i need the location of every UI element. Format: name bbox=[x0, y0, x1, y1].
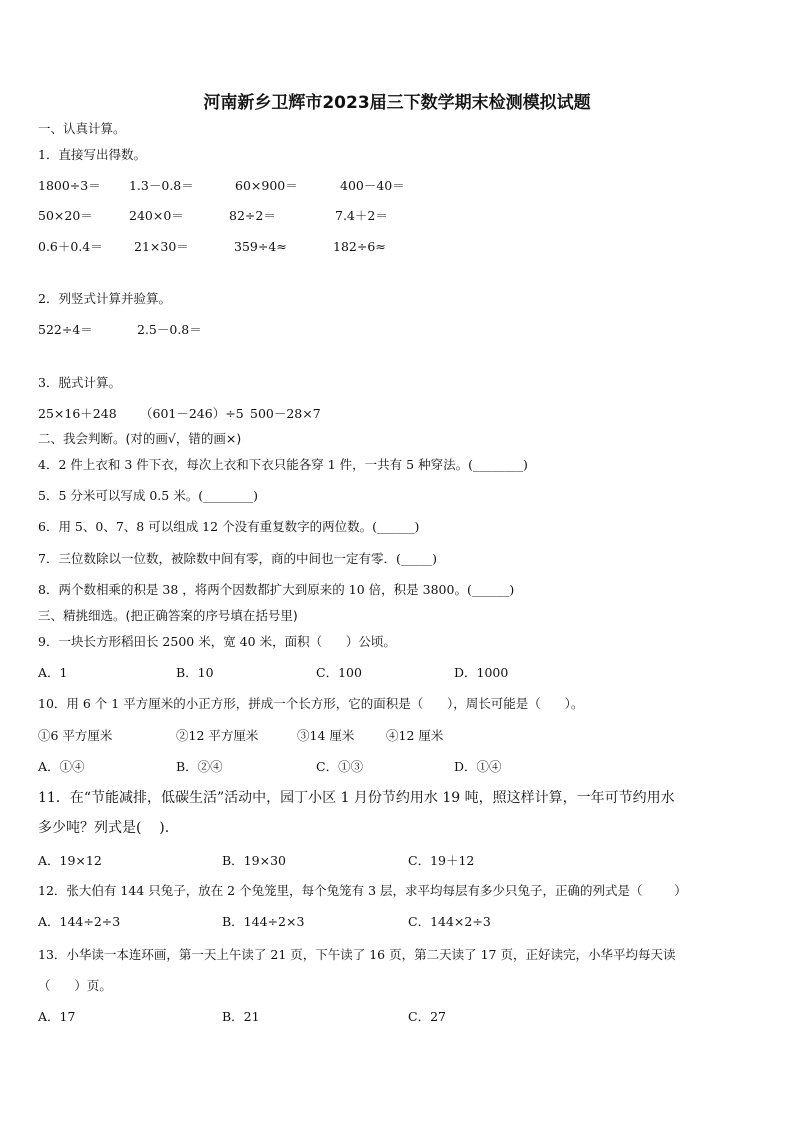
q1-cell: 7.4＋2＝ bbox=[335, 208, 388, 223]
q1-cell: 60×900＝ bbox=[235, 178, 298, 193]
q1-cell: 21×30＝ bbox=[134, 239, 189, 254]
q10-item: ④12 厘米 bbox=[386, 728, 444, 743]
question-9: 9．一块长方形稻田长 2500 米，宽 40 米，面积（ ）公顷。 bbox=[38, 634, 396, 649]
q10-option-c: C．①③ bbox=[316, 759, 364, 774]
question-5: 5．5 分米可以写成 0.5 米。(________) bbox=[38, 488, 258, 503]
page-title: 河南新乡卫辉市2023届三下数学期末检测模拟试题 bbox=[203, 93, 591, 113]
question-13-line-2: （ ）页。 bbox=[38, 978, 112, 993]
q1-cell: 400－40＝ bbox=[340, 178, 405, 193]
q10-item: ③14 厘米 bbox=[297, 728, 355, 743]
question-6: 6．用 5、0、7、8 可以组成 12 个没有重复数字的两位数。(______) bbox=[38, 519, 420, 534]
q9-option-a: A．1 bbox=[38, 665, 68, 680]
q10-option-a: A．①④ bbox=[38, 759, 85, 774]
q13-option-a: A．17 bbox=[38, 1009, 76, 1024]
q11-option-a: A．19×12 bbox=[38, 853, 102, 868]
question-10: 10．用 6 个 1 平方厘米的小正方形，拼成一个长方形，它的面积是（ ），周长可能是（ ）。 bbox=[38, 696, 584, 711]
q10-option-d: D．①④ bbox=[454, 759, 502, 774]
q3-item: 25×16＋248 bbox=[38, 406, 117, 421]
q2-item: 522÷4＝ bbox=[38, 322, 93, 337]
question-2: 2．列竖式计算并验算。 bbox=[38, 291, 171, 306]
question-1: 1．直接写出得数。 bbox=[38, 147, 146, 162]
q1-cell: 1.3－0.8＝ bbox=[129, 178, 194, 193]
section-1-heading: 一、认真计算。 bbox=[38, 121, 126, 136]
q1-cell: 0.6＋0.4＝ bbox=[38, 239, 103, 254]
q1-cell: 50×20＝ bbox=[38, 208, 93, 223]
q13-option-c: C．27 bbox=[408, 1009, 446, 1024]
q9-option-b: B．10 bbox=[176, 665, 214, 680]
question-12: 12．张大伯有 144 只兔子，放在 2 个兔笼里，每个兔笼有 3 层，求平均每层有多少只兔子，正确的列式是（ ） bbox=[38, 883, 687, 898]
q13-option-b: B．21 bbox=[222, 1009, 260, 1024]
q9-option-d: D．1000 bbox=[454, 665, 509, 680]
q12-option-a: A．144÷2÷3 bbox=[38, 914, 121, 929]
q3-item: 500－28×7 bbox=[250, 406, 321, 421]
q12-option-b: B．144÷2×3 bbox=[222, 914, 305, 929]
q9-option-c: C．100 bbox=[316, 665, 362, 680]
q11-option-c: C．19＋12 bbox=[408, 853, 475, 868]
q1-cell: 359÷4≈ bbox=[234, 239, 287, 254]
question-8: 8．两个数相乘的积是 38 ，将两个因数都扩大到原来的 10 倍，积是 3800。(______) bbox=[38, 582, 515, 597]
q1-cell: 82÷2＝ bbox=[229, 208, 276, 223]
question-7: 7．三位数除以一位数，被除数中间有零，商的中间也一定有零．(_____) bbox=[38, 551, 437, 566]
section-2-heading: 二、我会判断。(对的画√，错的画×) bbox=[38, 431, 242, 446]
question-4: 4．2 件上衣和 3 件下衣，每次上衣和下衣只能各穿 1 件，一共有 5 种穿法。(________) bbox=[38, 457, 528, 472]
q10-option-b: B．②④ bbox=[176, 759, 223, 774]
question-3: 3．脱式计算。 bbox=[38, 375, 121, 390]
q3-item: （601－246）÷5 bbox=[140, 406, 244, 421]
q11-option-b: B．19×30 bbox=[222, 853, 286, 868]
section-3-heading: 三、精挑细选。(把正确答案的序号填在括号里) bbox=[38, 608, 298, 623]
question-11-line-1: 11．在“节能减排，低碳生活”活动中，园丁小区 1 月份节约用水 19 吨，照这样计算，一年可节约用水 bbox=[38, 790, 675, 806]
q10-item: ①6 平方厘米 bbox=[38, 728, 113, 743]
q2-item: 2.5－0.8＝ bbox=[137, 322, 202, 337]
q1-cell: 182÷6≈ bbox=[333, 239, 386, 254]
q12-option-c: C．144×2÷3 bbox=[408, 914, 491, 929]
question-13-line-1: 13．小华读一本连环画，第一天上午读了 21 页，下午读了 16 页，第二天读了 17 页，正好读完，小华平均每天读 bbox=[38, 947, 676, 962]
q1-cell: 240×0＝ bbox=[129, 208, 184, 223]
q1-cell: 1800÷3＝ bbox=[38, 178, 101, 193]
q10-item: ②12 平方厘米 bbox=[176, 728, 259, 743]
question-11-line-2: 多少吨？列式是( ). bbox=[38, 820, 170, 836]
